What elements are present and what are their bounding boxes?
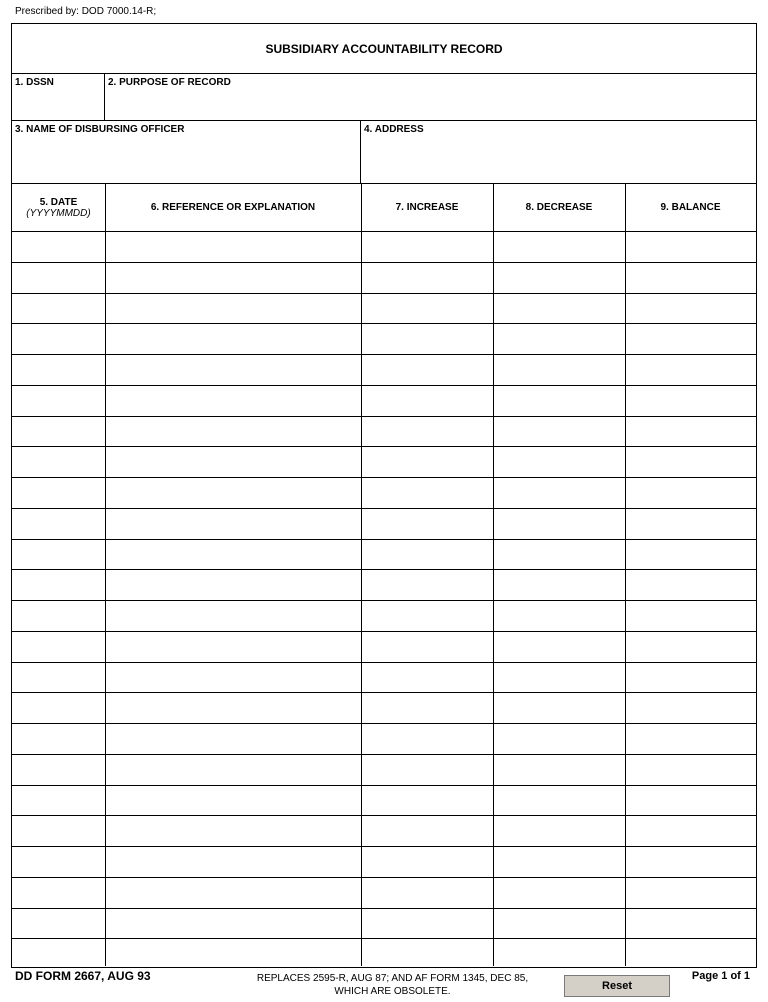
increase-input[interactable] — [361, 847, 493, 877]
table-row — [12, 755, 756, 786]
officer-label: 3. NAME OF DISBURSING OFFICER — [15, 124, 185, 135]
balance-cell — [625, 417, 756, 447]
increase-input[interactable] — [361, 509, 493, 539]
table-row — [12, 693, 756, 724]
reference-cell — [105, 417, 361, 447]
increase-cell — [361, 447, 493, 477]
reference-input[interactable] — [105, 724, 361, 754]
balance-input[interactable] — [625, 786, 756, 816]
increase-input[interactable] — [361, 232, 493, 262]
date-input[interactable] — [12, 601, 105, 631]
reference-input[interactable] — [105, 878, 361, 908]
decrease-cell — [493, 324, 625, 354]
decrease-input[interactable] — [493, 263, 625, 293]
date-input[interactable] — [12, 355, 105, 385]
date-cell — [12, 355, 105, 385]
reference-input[interactable] — [105, 786, 361, 816]
prescribed-by: Prescribed by: DOD 7000.14-R; — [15, 6, 157, 17]
reference-input[interactable] — [105, 693, 361, 723]
reference-input[interactable] — [105, 601, 361, 631]
decrease-input[interactable] — [493, 601, 625, 631]
column-header-date — [12, 184, 105, 232]
date-cell — [12, 878, 105, 908]
date-cell — [12, 417, 105, 447]
reference-input[interactable] — [105, 263, 361, 293]
balance-input[interactable] — [625, 540, 756, 570]
reference-cell — [105, 724, 361, 754]
balance-input[interactable] — [625, 816, 756, 846]
table-row — [12, 878, 756, 909]
decrease-input[interactable] — [493, 878, 625, 908]
balance-input[interactable] — [625, 909, 756, 939]
table-row — [12, 263, 756, 294]
address-cell — [361, 121, 756, 184]
increase-input[interactable] — [361, 601, 493, 631]
balance-input[interactable] — [625, 417, 756, 447]
date-input[interactable] — [12, 324, 105, 354]
reference-input[interactable] — [105, 847, 361, 877]
increase-cell — [361, 355, 493, 385]
form-number: DD FORM 2667, AUG 93 — [15, 969, 151, 983]
table-row — [12, 540, 756, 571]
reference-cell — [105, 478, 361, 508]
decrease-input[interactable] — [493, 478, 625, 508]
date-cell — [12, 724, 105, 754]
balance-cell — [625, 601, 756, 631]
date-input[interactable] — [12, 878, 105, 908]
reference-input[interactable] — [105, 509, 361, 539]
balance-input[interactable] — [625, 693, 756, 723]
decrease-cell — [493, 786, 625, 816]
increase-cell — [361, 509, 493, 539]
balance-input[interactable] — [625, 847, 756, 877]
balance-cell — [625, 786, 756, 816]
reference-input[interactable] — [105, 417, 361, 447]
reference-cell — [105, 294, 361, 324]
decrease-cell — [493, 632, 625, 662]
balance-input[interactable] — [625, 355, 756, 385]
date-input[interactable] — [12, 632, 105, 662]
table-row — [12, 939, 756, 970]
reference-cell — [105, 693, 361, 723]
column-header-reference — [105, 184, 361, 232]
decrease-input[interactable] — [493, 447, 625, 477]
officer-name-field[interactable] — [14, 137, 358, 181]
increase-cell — [361, 693, 493, 723]
increase-cell — [361, 724, 493, 754]
increase-input[interactable] — [361, 816, 493, 846]
balance-cell — [625, 263, 756, 293]
reference-input[interactable] — [105, 324, 361, 354]
decrease-input[interactable] — [493, 786, 625, 816]
increase-cell — [361, 847, 493, 877]
reference-cell — [105, 324, 361, 354]
decrease-input[interactable] — [493, 632, 625, 662]
decrease-cell — [493, 447, 625, 477]
page-number: Page 1 of 1 — [691, 970, 750, 982]
balance-input[interactable] — [625, 324, 756, 354]
increase-input[interactable] — [361, 324, 493, 354]
decrease-cell — [493, 294, 625, 324]
dssn-field[interactable] — [14, 90, 102, 118]
reference-input[interactable] — [105, 540, 361, 570]
reference-input[interactable] — [105, 232, 361, 262]
decrease-input[interactable] — [493, 324, 625, 354]
balance-input[interactable] — [625, 939, 756, 970]
date-input[interactable] — [12, 570, 105, 600]
balance-cell — [625, 478, 756, 508]
balance-input[interactable] — [625, 509, 756, 539]
reference-cell — [105, 355, 361, 385]
reference-cell — [105, 509, 361, 539]
purpose-cell — [105, 74, 756, 121]
reference-cell — [105, 232, 361, 262]
table-row — [12, 478, 756, 509]
date-cell — [12, 939, 105, 970]
decrease-input[interactable] — [493, 724, 625, 754]
table-row — [12, 570, 756, 601]
reference-cell — [105, 847, 361, 877]
reference-cell — [105, 786, 361, 816]
date-input[interactable] — [12, 263, 105, 293]
balance-input[interactable] — [625, 632, 756, 662]
decrease-input[interactable] — [493, 847, 625, 877]
decrease-header-label: 8. DECREASE — [525, 202, 593, 213]
balance-cell — [625, 540, 756, 570]
balance-cell — [625, 632, 756, 662]
date-cell — [12, 601, 105, 631]
increase-input[interactable] — [361, 540, 493, 570]
date-input[interactable] — [12, 786, 105, 816]
officer-cell — [12, 121, 361, 184]
column-header-increase — [361, 184, 493, 232]
decrease-cell — [493, 878, 625, 908]
table-row — [12, 909, 756, 940]
date-cell — [12, 816, 105, 846]
table-row — [12, 847, 756, 878]
table-row — [12, 632, 756, 663]
decrease-input[interactable] — [493, 417, 625, 447]
balance-input[interactable] — [625, 447, 756, 477]
address-label: 4. ADDRESS — [364, 124, 424, 135]
reference-input[interactable] — [105, 632, 361, 662]
decrease-cell — [493, 909, 625, 939]
balance-cell — [625, 816, 756, 846]
increase-cell — [361, 478, 493, 508]
decrease-input[interactable] — [493, 663, 625, 693]
column-header-decrease — [493, 184, 625, 232]
increase-cell — [361, 294, 493, 324]
decrease-cell — [493, 939, 625, 970]
increase-input[interactable] — [361, 417, 493, 447]
reference-cell — [105, 570, 361, 600]
reference-cell — [105, 939, 361, 970]
date-input[interactable] — [12, 232, 105, 262]
decrease-cell — [493, 601, 625, 631]
reference-cell — [105, 632, 361, 662]
table-row — [12, 601, 756, 632]
increase-input[interactable] — [361, 663, 493, 693]
date-input[interactable] — [12, 909, 105, 939]
increase-input[interactable] — [361, 263, 493, 293]
balance-cell — [625, 324, 756, 354]
balance-input[interactable] — [625, 263, 756, 293]
balance-cell — [625, 847, 756, 877]
balance-input[interactable] — [625, 294, 756, 324]
date-cell — [12, 509, 105, 539]
balance-cell — [625, 693, 756, 723]
dssn-cell — [12, 74, 105, 121]
decrease-input[interactable] — [493, 232, 625, 262]
increase-cell — [361, 540, 493, 570]
balance-input[interactable] — [625, 755, 756, 785]
reference-cell — [105, 878, 361, 908]
form-title: SUBSIDIARY ACCOUNTABILITY RECORD — [12, 24, 756, 74]
replaces-line-1: REPLACES 2595-R, AUG 87; AND AF FORM 1345, DEC 85, — [256, 973, 529, 984]
increase-cell — [361, 663, 493, 693]
decrease-input[interactable] — [493, 570, 625, 600]
date-input[interactable] — [12, 447, 105, 477]
balance-header-label: 9. BALANCE — [660, 202, 721, 213]
decrease-input[interactable] — [493, 509, 625, 539]
balance-input[interactable] — [625, 570, 756, 600]
reference-cell — [105, 663, 361, 693]
table-row — [12, 663, 756, 694]
reference-cell — [105, 755, 361, 785]
reference-cell — [105, 263, 361, 293]
date-input[interactable] — [12, 816, 105, 846]
reference-input[interactable] — [105, 386, 361, 416]
decrease-input[interactable] — [493, 386, 625, 416]
decrease-input[interactable] — [493, 939, 625, 970]
balance-cell — [625, 570, 756, 600]
table-row — [12, 294, 756, 325]
decrease-input[interactable] — [493, 540, 625, 570]
table-row — [12, 447, 756, 478]
date-cell — [12, 478, 105, 508]
table-row — [12, 324, 756, 355]
reference-input[interactable] — [105, 294, 361, 324]
decrease-cell — [493, 724, 625, 754]
increase-input[interactable] — [361, 294, 493, 324]
increase-input[interactable] — [361, 786, 493, 816]
table-row — [12, 786, 756, 817]
increase-input[interactable] — [361, 478, 493, 508]
balance-input[interactable] — [625, 601, 756, 631]
decrease-input[interactable] — [493, 816, 625, 846]
reference-input[interactable] — [105, 478, 361, 508]
form-container — [11, 23, 757, 968]
balance-cell — [625, 355, 756, 385]
date-input[interactable] — [12, 755, 105, 785]
purpose-field[interactable] — [107, 90, 754, 118]
balance-cell — [625, 724, 756, 754]
address-field[interactable] — [363, 137, 754, 181]
balance-cell — [625, 755, 756, 785]
table-row — [12, 386, 756, 417]
decrease-cell — [493, 693, 625, 723]
increase-input[interactable] — [361, 570, 493, 600]
date-input[interactable] — [12, 693, 105, 723]
date-cell — [12, 263, 105, 293]
increase-cell — [361, 909, 493, 939]
date-input[interactable] — [12, 939, 105, 970]
increase-cell — [361, 570, 493, 600]
decrease-cell — [493, 478, 625, 508]
increase-cell — [361, 632, 493, 662]
date-cell — [12, 386, 105, 416]
increase-cell — [361, 263, 493, 293]
reset-button[interactable]: Reset — [564, 975, 670, 997]
balance-cell — [625, 509, 756, 539]
balance-input[interactable] — [625, 878, 756, 908]
decrease-input[interactable] — [493, 755, 625, 785]
increase-input[interactable] — [361, 878, 493, 908]
date-header-label: 5. DATE — [39, 196, 78, 208]
table-row — [12, 816, 756, 847]
reference-input[interactable] — [105, 447, 361, 477]
balance-input[interactable] — [625, 663, 756, 693]
increase-cell — [361, 878, 493, 908]
reference-input[interactable] — [105, 909, 361, 939]
replaces-notice — [230, 972, 555, 998]
reference-cell — [105, 447, 361, 477]
reference-input[interactable] — [105, 816, 361, 846]
date-cell — [12, 909, 105, 939]
table-row — [12, 724, 756, 755]
increase-cell — [361, 232, 493, 262]
table-row — [12, 509, 756, 540]
balance-cell — [625, 386, 756, 416]
reference-header-label: 6. REFERENCE OR EXPLANATION — [150, 202, 316, 213]
increase-cell — [361, 324, 493, 354]
date-cell — [12, 786, 105, 816]
reference-input[interactable] — [105, 939, 361, 970]
date-cell — [12, 847, 105, 877]
balance-cell — [625, 447, 756, 477]
date-input[interactable] — [12, 417, 105, 447]
decrease-cell — [493, 417, 625, 447]
date-cell — [12, 540, 105, 570]
table-row — [12, 417, 756, 448]
date-input[interactable] — [12, 540, 105, 570]
balance-cell — [625, 663, 756, 693]
increase-cell — [361, 939, 493, 970]
date-input[interactable] — [12, 509, 105, 539]
reference-input[interactable] — [105, 663, 361, 693]
decrease-input[interactable] — [493, 355, 625, 385]
decrease-input[interactable] — [493, 294, 625, 324]
column-header-balance — [625, 184, 756, 232]
decrease-cell — [493, 816, 625, 846]
increase-input[interactable] — [361, 355, 493, 385]
decrease-cell — [493, 509, 625, 539]
decrease-cell — [493, 355, 625, 385]
reference-cell — [105, 816, 361, 846]
increase-input[interactable] — [361, 447, 493, 477]
balance-input[interactable] — [625, 386, 756, 416]
decrease-cell — [493, 386, 625, 416]
increase-cell — [361, 417, 493, 447]
date-cell — [12, 324, 105, 354]
increase-cell — [361, 601, 493, 631]
date-cell — [12, 570, 105, 600]
balance-input[interactable] — [625, 478, 756, 508]
balance-cell — [625, 294, 756, 324]
date-input[interactable] — [12, 847, 105, 877]
date-cell — [12, 693, 105, 723]
date-cell — [12, 663, 105, 693]
increase-input[interactable] — [361, 632, 493, 662]
reference-cell — [105, 540, 361, 570]
increase-cell — [361, 755, 493, 785]
decrease-cell — [493, 232, 625, 262]
decrease-cell — [493, 847, 625, 877]
reference-cell — [105, 601, 361, 631]
balance-cell — [625, 232, 756, 262]
date-input[interactable] — [12, 663, 105, 693]
date-input[interactable] — [12, 294, 105, 324]
reference-cell — [105, 909, 361, 939]
decrease-cell — [493, 663, 625, 693]
reference-cell — [105, 386, 361, 416]
increase-input[interactable] — [361, 755, 493, 785]
table-row — [12, 355, 756, 386]
date-input[interactable] — [12, 724, 105, 754]
decrease-cell — [493, 755, 625, 785]
date-cell — [12, 294, 105, 324]
reference-input[interactable] — [105, 755, 361, 785]
increase-input[interactable] — [361, 386, 493, 416]
balance-cell — [625, 939, 756, 970]
increase-input[interactable] — [361, 693, 493, 723]
reference-input[interactable] — [105, 570, 361, 600]
balance-cell — [625, 909, 756, 939]
decrease-input[interactable] — [493, 909, 625, 939]
date-input[interactable] — [12, 386, 105, 416]
increase-cell — [361, 816, 493, 846]
table-row — [12, 232, 756, 263]
reference-input[interactable] — [105, 355, 361, 385]
date-format-hint: (YYYYMMDD) — [26, 207, 91, 219]
decrease-cell — [493, 263, 625, 293]
decrease-input[interactable] — [493, 693, 625, 723]
date-cell — [12, 447, 105, 477]
balance-cell — [625, 878, 756, 908]
balance-input[interactable] — [625, 232, 756, 262]
increase-cell — [361, 386, 493, 416]
decrease-cell — [493, 570, 625, 600]
increase-input[interactable] — [361, 724, 493, 754]
date-input[interactable] — [12, 478, 105, 508]
increase-header-label: 7. INCREASE — [395, 202, 459, 213]
increase-input[interactable] — [361, 909, 493, 939]
date-cell — [12, 632, 105, 662]
purpose-label: 2. PURPOSE OF RECORD — [108, 77, 231, 88]
balance-input[interactable] — [625, 724, 756, 754]
increase-input[interactable] — [361, 939, 493, 970]
decrease-cell — [493, 540, 625, 570]
increase-cell — [361, 786, 493, 816]
date-cell — [12, 232, 105, 262]
replaces-line-2: WHICH ARE OBSOLETE. — [334, 986, 451, 997]
dssn-label: 1. DSSN — [15, 77, 54, 88]
date-cell — [12, 755, 105, 785]
